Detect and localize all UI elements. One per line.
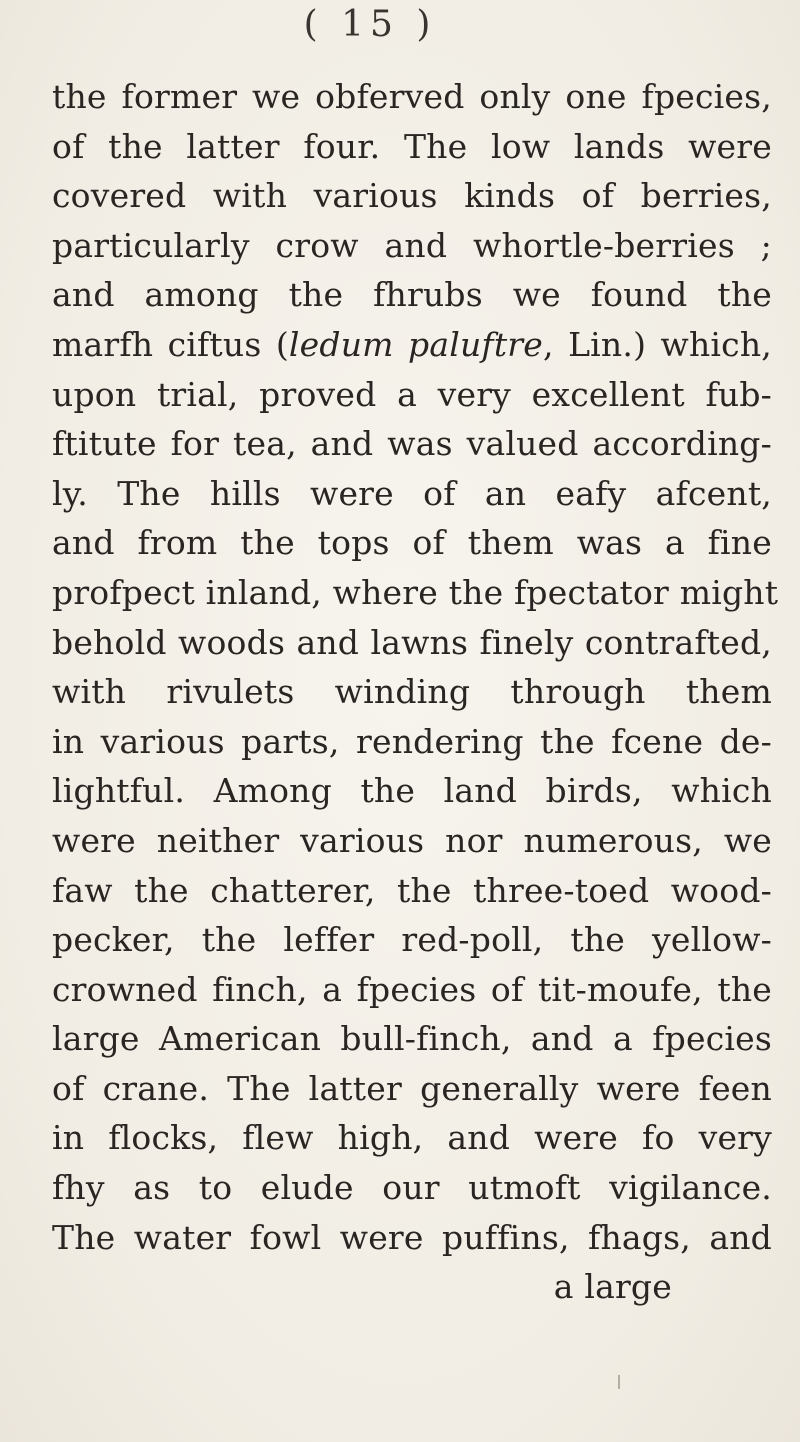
- italic-latin-name: ledum paluftre: [288, 324, 544, 364]
- text-line: of the latter four. The low lands were: [52, 126, 772, 166]
- text-line: pecker, the leffer red-poll, the yellow-: [52, 920, 772, 960]
- text-line: in various parts, rendering the fcene de-: [52, 721, 772, 761]
- body-text: [52, 72, 779, 1312]
- text-line-with-italic: [52, 320, 772, 370]
- text-line: fhy as to elude our utmoft vigilance.: [52, 1168, 772, 1208]
- text-fragment: , Lin.) which,: [543, 324, 772, 364]
- text-line: lightful. Among the land birds, which: [52, 771, 772, 811]
- text-fragment: marfh ciftus (: [52, 324, 289, 364]
- text-line: crowned finch, a fpecies of tit-moufe, the: [52, 969, 772, 1009]
- text-line: and among the fhrubs we found the: [52, 275, 772, 315]
- catchword: a large: [553, 1267, 672, 1307]
- text-line: ly. The hills were of an eafy afcent,: [52, 473, 772, 513]
- text-line: with rivulets winding through them: [52, 672, 772, 712]
- text-line: particularly crow and whortle-berries ;: [52, 225, 772, 265]
- text-line: large American bull-finch, and a fpecies: [52, 1019, 772, 1059]
- text-line: covered with various kinds of berries,: [52, 176, 772, 216]
- text-line: upon trial, proved a very excellent fub-: [52, 374, 772, 414]
- text-line: The water fowl were puffins, fhags, and: [52, 1217, 772, 1257]
- text-line: were neither various nor numerous, we: [52, 820, 772, 860]
- text-line: faw the chatterer, the three-toed wood-: [52, 870, 772, 910]
- text-line: ftitute for tea, and was valued according-: [52, 424, 772, 464]
- page-number: ( 15 ): [303, 4, 437, 45]
- text-line: behold woods and lawns finely contrafted,: [52, 622, 772, 662]
- text-line: of crane. The latter generally were feen: [52, 1068, 772, 1108]
- text-line: the former we obferved only one fpecies,: [52, 77, 772, 116]
- paper-speck: [618, 1375, 620, 1389]
- text-line: and from the tops of them was a fine: [52, 523, 772, 563]
- text-line: profpect inland, where the fpectator might: [52, 572, 779, 612]
- text-line: in flocks, flew high, and were fo very: [52, 1118, 772, 1158]
